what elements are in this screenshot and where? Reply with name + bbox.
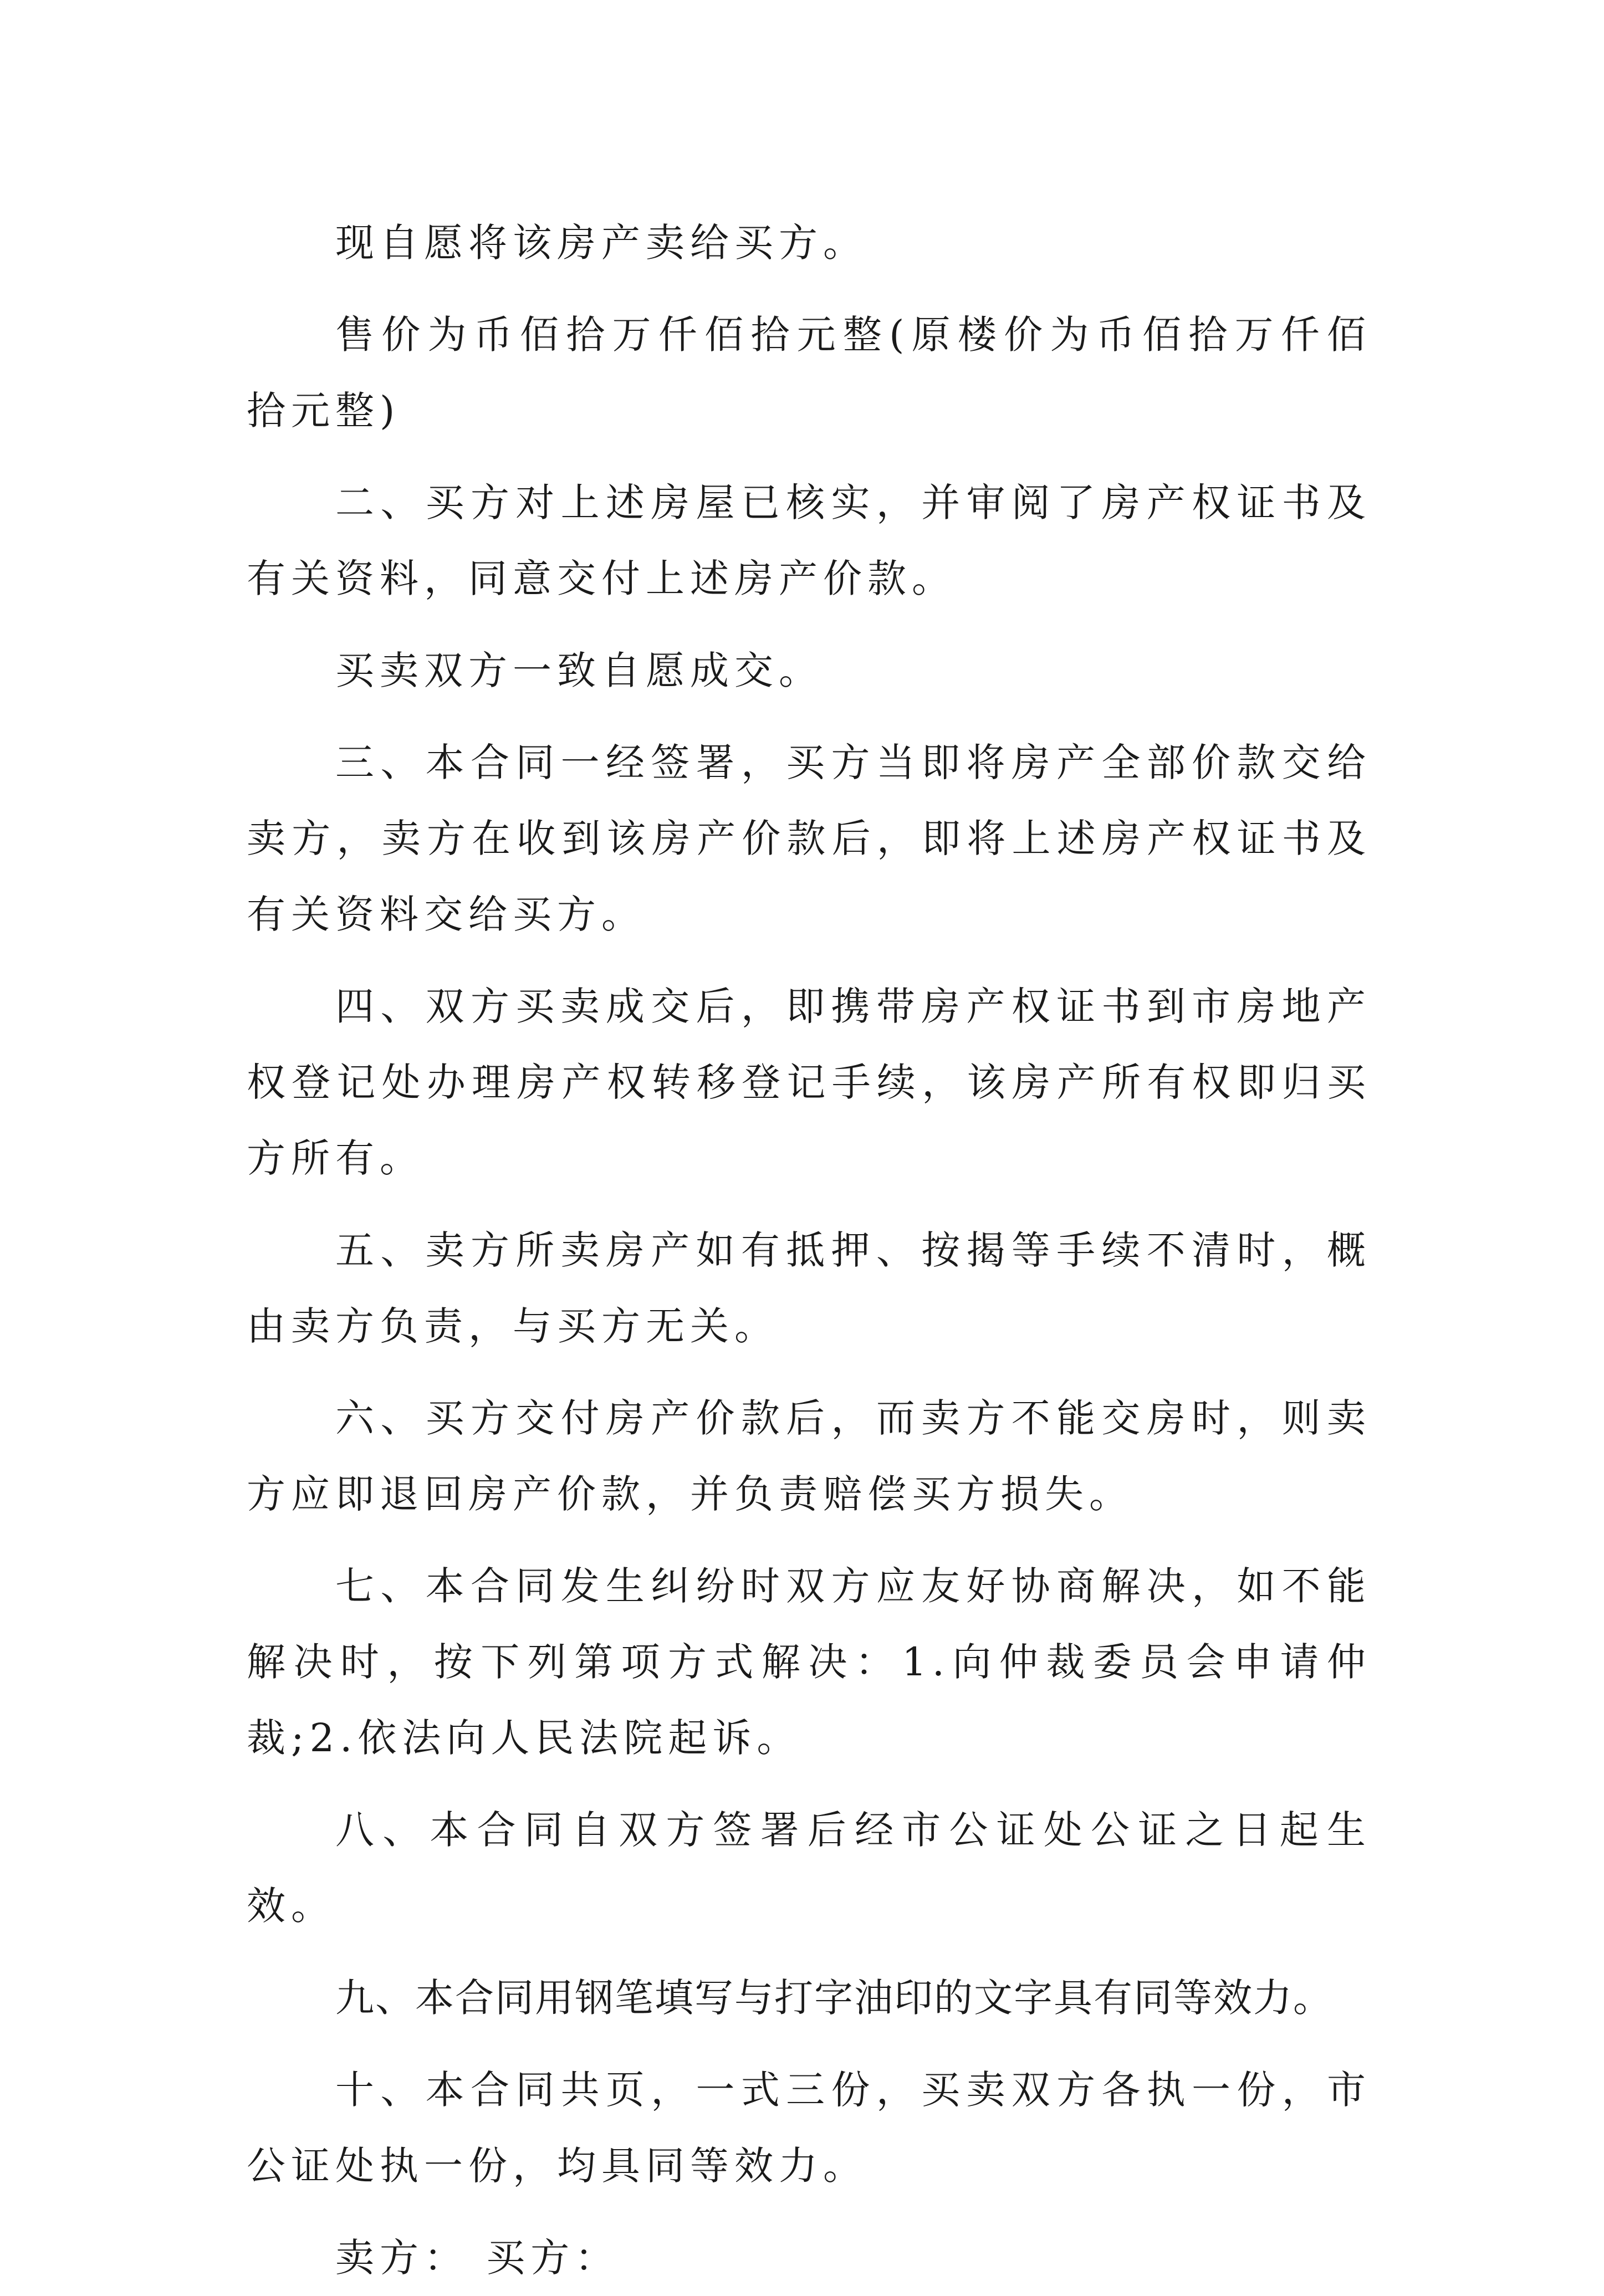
clause-8: 八、本合同自双方签署后经市公证处公证之日起生效。 <box>247 1807 1371 1929</box>
paragraph-mutual-agreement: 买卖双方一致自愿成交。 <box>335 648 823 693</box>
clause-5: 五、卖方所卖房产如有抵押、按揭等手续不清时，概由卖方负责，与买方无关。 <box>247 1228 1371 1349</box>
clause-9: 九、本合同用钢笔填写与打字油印的文字具有同等效力。 <box>335 1975 1333 2021</box>
signature-line: 卖方： 买方： <box>335 2235 620 2280</box>
clause-6: 六、买方交付房产价款后，而卖方不能交房时，则卖方应即退回房产价款，并负责赔偿买方损失。 <box>247 1395 1371 1517</box>
paragraph-sale-price: 售价为币佰拾万仟佰拾元整(原楼价为币佰拾万仟佰拾元整) <box>247 312 1371 433</box>
clause-2: 二、买方对上述房屋已核实，并审阅了房产权证书及有关资料，同意交付上述房产价款。 <box>247 480 1371 601</box>
clause-10: 十、本合同共页，一式三份，买卖双方各执一份，市公证处执一份，均具同等效力。 <box>247 2067 1371 2188</box>
clause-7: 七、本合同发生纠纷时双方应友好协商解决，如不能解决时，按下列第项方式解决：1.向仲裁委员会申请仲裁;2.依法向人民法院起诉。 <box>247 1563 1371 1761</box>
clause-3: 三、本合同一经签署，买方当即将房产全部价款交给卖方，卖方在收到该房产价款后，即将上述房产权证书及有关资料交给买方。 <box>247 740 1371 937</box>
clause-4: 四、双方买卖成交后，即携带房产权证书到市房地产权登记处办理房产权转移登记手续，该房产所有权即归买方所有。 <box>247 984 1371 1181</box>
paragraph-sale-intent: 现自愿将该房产卖给买方。 <box>335 220 867 265</box>
